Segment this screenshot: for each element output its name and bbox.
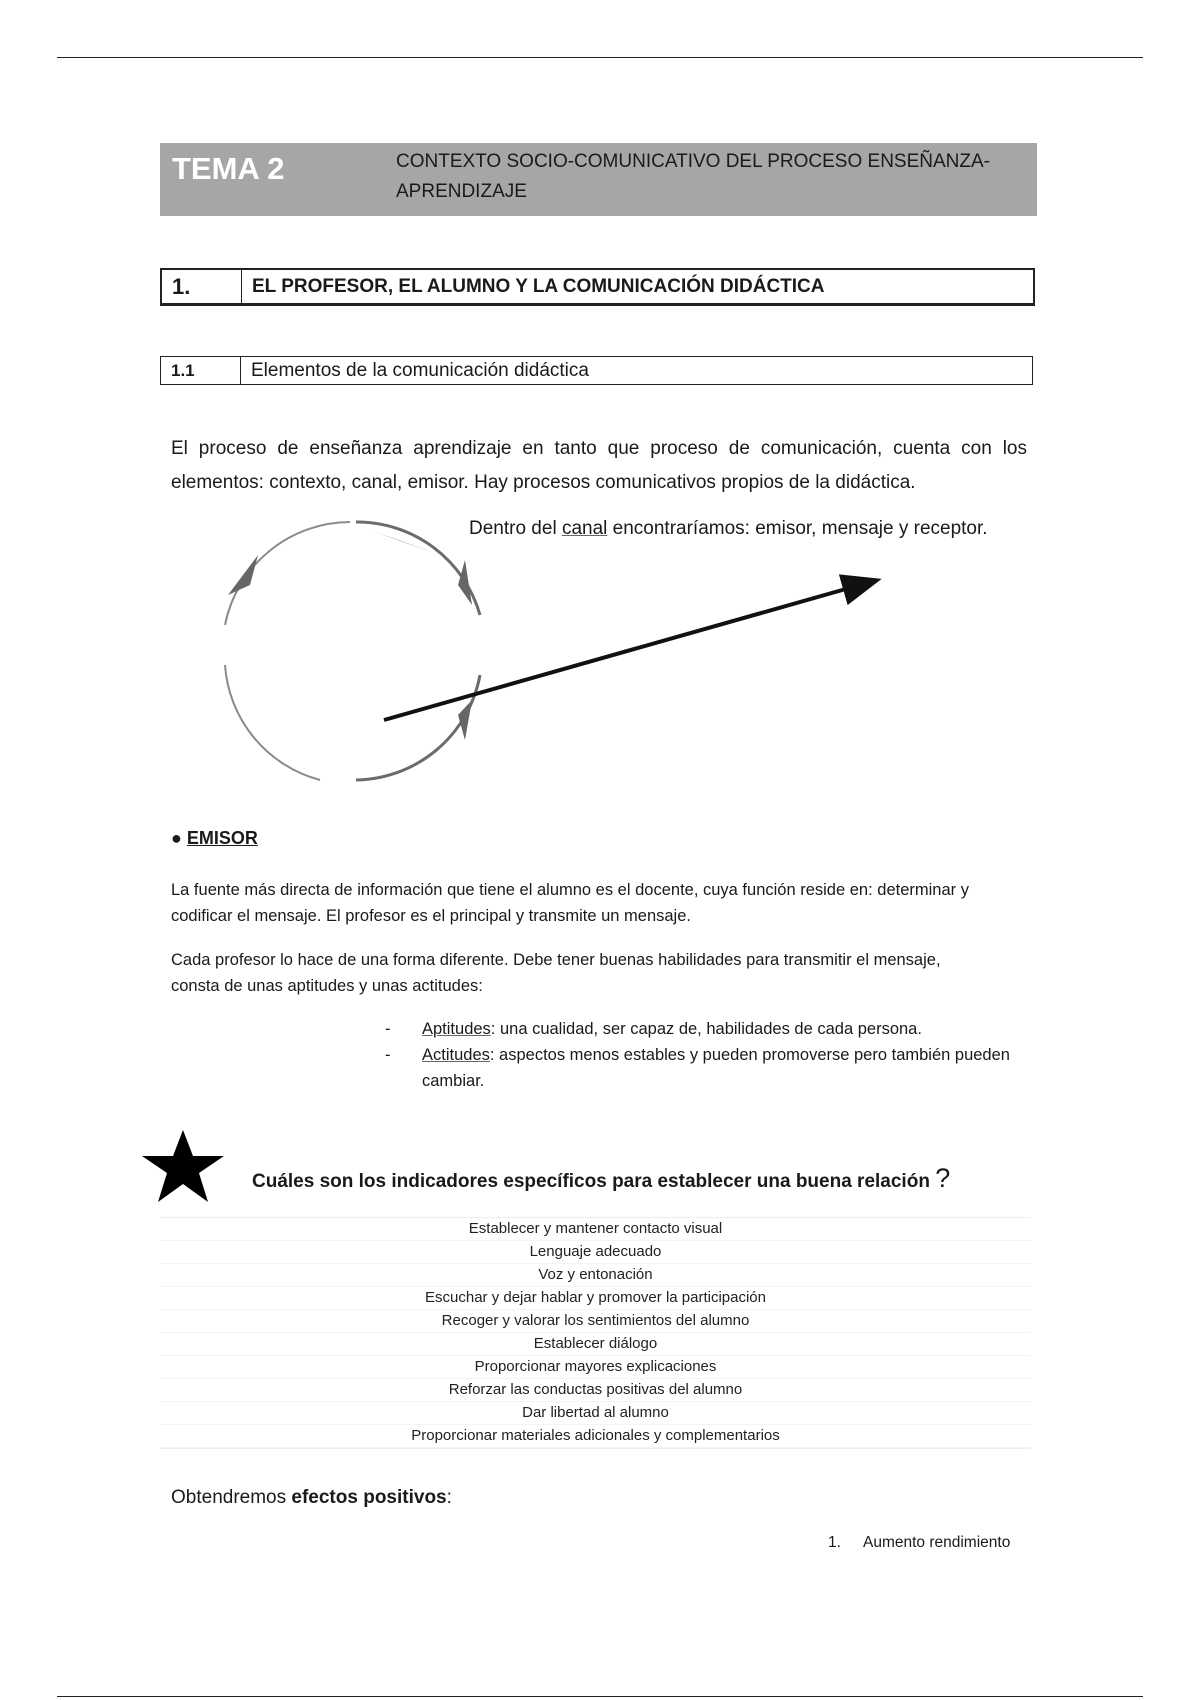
table-row: Voz y entonación [160, 1264, 1031, 1287]
list-term: Aptitudes [422, 1020, 491, 1038]
section-number: 1. [162, 270, 242, 303]
efectos-after: : [446, 1487, 452, 1508]
table-row: Proporcionar materiales adicionales y complementarios [160, 1425, 1031, 1448]
canal-text-before: Dentro del [469, 518, 562, 539]
indicators-table [160, 1217, 1031, 1449]
result-text: Aumento rendimiento [863, 1534, 1011, 1551]
subsection-title: Elementos de la comunicación didáctica [251, 360, 589, 381]
topic-title: CONTEXTO SOCIO-COMUNICATIVO DEL PROCESO ENSEÑANZA-APRENDIZAJE [396, 151, 990, 202]
emisor-heading-text: EMISOR [186, 828, 258, 848]
list-text: : una cualidad, ser capaz de, habilidades de cada persona. [490, 1020, 922, 1038]
list-item [385, 1016, 1025, 1042]
dash-marker: - [385, 1020, 391, 1038]
result-number: 1. [828, 1534, 841, 1551]
aptitudes-actitudes-list [385, 1016, 1025, 1094]
canal-term: canal [561, 518, 608, 539]
table-row: Establecer diálogo [160, 1333, 1031, 1356]
emisor-paragraph-2: Cada profesor lo hace de una forma diferente. Debe tener buenas habilidades para transmitir el mensaje, consta de unas aptitudes y unas actitudes: [171, 951, 941, 995]
indicators-question [252, 1163, 950, 1194]
efectos-before: Obtendremos [171, 1487, 292, 1508]
message-arrow [384, 581, 874, 720]
bullet-icon: ● [171, 828, 182, 848]
topic-number: TEMA 2 [172, 151, 285, 186]
table-row: Proporcionar mayores explicaciones [160, 1356, 1031, 1379]
table-row: Escuchar y dejar hablar y promover la participación [160, 1287, 1031, 1310]
emisor-paragraph-1: La fuente más directa de información que tiene el alumno es el docente, cuya función reside en: determinar y codificar el mensaje. El profesor es el principal y transmite un mensaje. [171, 881, 969, 925]
intro-paragraph: El proceso de enseñanza aprendizaje en tanto que proceso de comunicación, cuenta con los elementos: contexto, canal, emisor. Hay procesos comunicativos propios de la didáctica. [171, 438, 1027, 493]
table-row: Recoger y valorar los sentimientos del alumno [160, 1310, 1031, 1333]
table-row: Lenguaje adecuado [160, 1241, 1031, 1264]
top-rule [57, 57, 1143, 58]
list-text: : aspectos menos estables y pueden promoverse pero también pueden cambiar. [422, 1046, 1010, 1090]
efectos-bold: efectos positivos [291, 1487, 447, 1508]
question-text: Cuáles son los indicadores específicos para establecer una buena relación [252, 1171, 930, 1192]
bottom-rule [57, 1696, 1143, 1697]
canal-text-after: encontraríamos: emisor, mensaje y receptor. [607, 518, 988, 539]
table-row: Dar libertad al alumno [160, 1402, 1031, 1425]
emisor-heading [171, 828, 258, 849]
question-mark: ? [935, 1163, 951, 1193]
star-icon [138, 1126, 228, 1206]
subsection-number: 1.1 [161, 357, 241, 384]
efectos-line [171, 1487, 452, 1509]
dash-marker: - [385, 1046, 391, 1064]
list-item-content [422, 1016, 922, 1042]
section-heading-1 [160, 268, 1035, 306]
section-title: EL PROFESOR, EL ALUMNO Y LA COMUNICACIÓN DIDÁCTICA [252, 276, 825, 297]
table-row: Reforzar las conductas positivas del alumno [160, 1379, 1031, 1402]
subsection-heading-1-1 [160, 356, 1033, 385]
list-term: Actitudes [422, 1046, 490, 1064]
table-row: Establecer y mantener contacto visual [160, 1218, 1031, 1241]
result-item [828, 1534, 1010, 1552]
topic-banner [160, 143, 1037, 216]
communication-diagram [210, 515, 910, 795]
list-item-content [422, 1042, 1025, 1094]
channel-circle-shape [225, 522, 480, 780]
list-item [385, 1042, 1025, 1094]
